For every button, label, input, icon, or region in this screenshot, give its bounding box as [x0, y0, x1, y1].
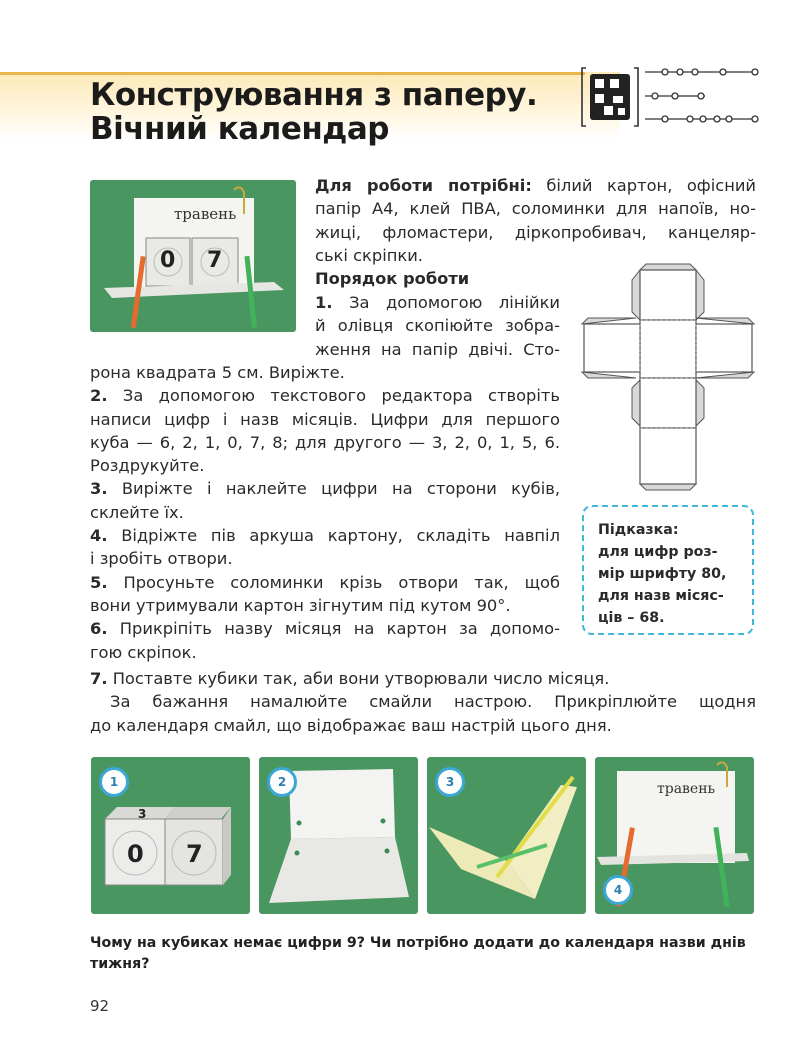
text-line: Виріжте і наклейте цифри на сторони кубів,	[107, 479, 560, 499]
qr-code-icon[interactable]	[580, 66, 640, 128]
hint-title: Підказка:	[598, 522, 679, 538]
hint-line: мір шрифту 80,	[598, 566, 727, 582]
step-1	[315, 291, 560, 361]
final-paragraph	[90, 667, 756, 737]
hint-box	[582, 505, 754, 635]
question-line: Чому на кубиках немає цифри 9? Чи потрібно додати до календаря назви днів	[90, 935, 746, 951]
hint-line: ців – 68.	[598, 610, 665, 626]
question-text	[90, 933, 756, 975]
text-line: ські скріпки.	[315, 245, 423, 265]
step-number: 7.	[90, 669, 108, 688]
calendar-photo	[90, 180, 296, 332]
cube-net-diagram	[580, 262, 756, 492]
title-line-1: Конструювання з паперу.	[90, 77, 538, 113]
text-line: рона квадрата 5 см. Виріжте.	[90, 363, 345, 382]
text-line: білий картон, офісний	[531, 176, 756, 195]
step-badge: 4	[603, 875, 633, 905]
text-line: папір А4, клей ПВА, соломинки для напоїв, но-	[315, 199, 756, 219]
step-number: 4.	[90, 526, 108, 546]
month-label: травень	[657, 781, 716, 797]
step-photo-2	[259, 757, 418, 914]
text-line: склейте їх.	[90, 502, 184, 522]
cube-digit: 0	[127, 840, 144, 868]
hint-line: для цифр роз-	[598, 544, 718, 560]
cube-top-digit: 3	[138, 807, 147, 821]
page-title	[90, 78, 590, 146]
text-line: За допомогою лінійки	[332, 293, 560, 312]
text-line: куба — 6, 2, 1, 0, 7, 8; для другого — 3, 2, 0, 1, 5, 6.	[90, 432, 560, 452]
header-rule	[0, 72, 585, 75]
title-line-2: Вічний календар	[90, 111, 389, 147]
text-line: Прикріпіть назву місяця на картон за допомо-	[107, 619, 560, 639]
hint-line: для назв місяс-	[598, 588, 724, 604]
step-photo-4	[595, 757, 754, 914]
text-line: вони утримували картон зігнутим під кутом 90°.	[90, 595, 511, 615]
text-line: до календаря смайл, що відображає ваш настрій цього дня.	[90, 715, 612, 735]
text-line: Відріжте пів аркуша картону, складіть навпіл	[107, 526, 560, 546]
text-line: Просуньте соломинки крізь отвори так, щоб	[107, 572, 560, 592]
text-line: написи цифр і назв місяців. Цифри для першого	[90, 409, 560, 429]
question-line: тижня?	[90, 956, 150, 972]
text-line: і зробіть отвори.	[90, 549, 233, 569]
calendar-illustration	[90, 180, 296, 332]
step-number: 3.	[90, 479, 108, 499]
step-number: 2.	[90, 386, 108, 406]
text-line: Роздрукуйте.	[90, 456, 205, 476]
text-line: жиці, фломастери, діркопробивач, канцеляр-	[315, 222, 756, 242]
steps-list	[90, 361, 560, 664]
month-label: травень	[174, 205, 237, 223]
text-line: ження на папір двічі. Сто-	[315, 339, 560, 359]
text-line: Поставте кубики так, аби вони утворювали число місяця.	[107, 669, 610, 688]
step-badge: 2	[267, 767, 297, 797]
procedure-heading: Порядок роботи	[315, 269, 470, 289]
cube-digit: 0	[160, 248, 176, 273]
step-badge: 3	[435, 767, 465, 797]
text-line: За бажання намалюйте смайли настрою. Прикріплюйте щодня	[110, 692, 756, 712]
circuit-decoration-icon	[645, 64, 760, 128]
text-line: й олівця скопіюйте зобра-	[315, 316, 560, 336]
step-badge: 1	[99, 767, 129, 797]
step-number: 6.	[90, 619, 108, 639]
page-number: 92	[90, 997, 110, 1015]
cube-digit: 7	[207, 248, 223, 273]
step-number: 5.	[90, 572, 108, 592]
materials-lead: Для роботи потрібні:	[315, 176, 532, 195]
text-line: За допомогою текстового редактора створіть	[107, 386, 560, 406]
text-line: гою скріпок.	[90, 642, 197, 662]
step-photo-3	[427, 757, 586, 914]
cube-digit: 7	[186, 840, 203, 868]
step-photo-1	[91, 757, 250, 914]
step-number: 1.	[315, 293, 333, 312]
